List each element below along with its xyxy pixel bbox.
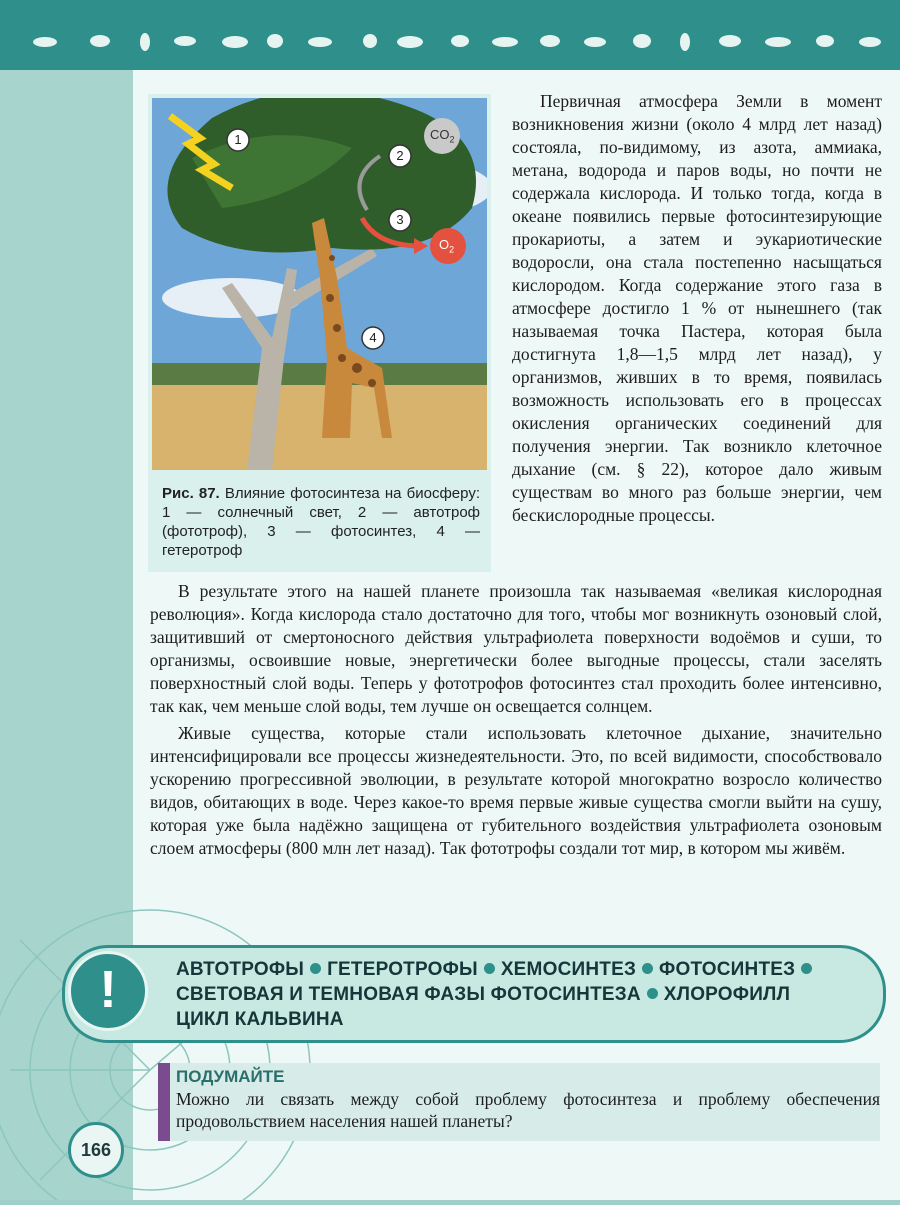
think-accent-bar <box>158 1063 170 1141</box>
term: ФОТОСИНТЕЗ <box>659 959 796 980</box>
bullet-dot <box>642 963 653 974</box>
figure-caption <box>162 484 480 560</box>
term: ГЕТЕРОТРОФЫ <box>327 959 478 980</box>
marker-4: 4 <box>369 330 377 345</box>
think-title: ПОДУМАЙТЕ <box>176 1067 285 1086</box>
bullet-dot <box>647 988 658 999</box>
think-question: Можно ли связать между собой проблему фотосинтеза и проблему обеспечения продовольствием населения нашей планеты? <box>176 1089 880 1131</box>
term: АВТОТРОФЫ <box>176 959 305 980</box>
right-column-text <box>512 90 882 527</box>
exclamation-icon: ! <box>68 951 148 1031</box>
co2-label: $CO_2$ <box>430 127 455 145</box>
term: ХЕМОСИНТЕЗ <box>500 959 637 980</box>
bullet-dot <box>801 963 812 974</box>
o2-label: $O_2$ <box>439 237 455 255</box>
paragraph-1: Первичная атмосфера Земли в момент возникновения жизни (около 4 млрд лет назад) состояла, по-видимому, из азота, аммиака, метана, водорода и паров воды, но почти не содержала кислорода. И только тогда, когда в океане появились первые фотосинтезирующие прокариоты, а затем и эукариотические водоросли, она стала постепенно насыщаться кислородом. Когда содержание этого газа в атмосфере достигло 1 % от нынешнего (так называемая точка Пастера, которая была достигнута 1,8—1,5 млрд лет назад), у организмов, живших в то время, появилась возможность использовать его в процессах окисления органических соединений для получения энергии. Так возникло клеточное дыхание (см. § 22), которое дало живым существам во много раз больше энергии, чем бескислородные процессы. <box>512 91 882 525</box>
giraffe-tree-illustration <box>152 98 487 470</box>
animal-silhouette-strip <box>30 30 890 52</box>
marker-3: 3 <box>396 212 404 227</box>
term: ЦИКЛ КАЛЬВИНА <box>176 1009 344 1030</box>
key-terms-list <box>176 957 876 1032</box>
paragraph-2: В результате этого на нашей планете произошла так называемая «великая кислородная революция». Когда кислорода стало достаточно для того, чтобы мог возникнуть озоновый слой, защитивший от смертоносного действия ультрафиолета поверхности водоёмов и суши, то организмы, освоившие новые, энергетически более выгодные процессы, стали заселять поверхностный слой воды. Теперь у фототрофов фотосинтез стал проходить более интенсивно, так как, чем меньше слой воды, тем лучше он освещается солнцем. <box>150 581 882 716</box>
caption-text: Влияние фотосинтеза на биосферу: 1 — солнечный свет, 2 — автотроф (фототроф), 3 — фотосинтез, 4 — гетеротроф <box>162 485 480 559</box>
paragraph-3: Живые существа, которые стали использовать клеточное дыхание, значительно интенсифицировали все процессы жизнедеятельности. Это, по всей видимости, способствовало ускорению прогрессивной эволюции, в результате которой многократно возросло количество видов, обитающих в воде. Через какое-то время первые живые существа смогли выйти на сушу, которая уже была надёжно защищена от губительного воздействия ультрафиолета озоновым слоем атмосферы (800 млн лет назад). Так фототрофы создали тот мир, в котором мы живём. <box>150 723 882 858</box>
marker-1: 1 <box>234 132 242 147</box>
term: ХЛОРОФИЛЛ <box>663 984 791 1005</box>
bullet-dot <box>484 963 495 974</box>
page-number: 166 <box>68 1122 124 1178</box>
bullet-dot <box>310 963 321 974</box>
caption-label: Рис. 87. <box>162 485 220 502</box>
marker-2: 2 <box>396 148 404 163</box>
full-width-text <box>150 580 882 860</box>
term: СВЕТОВАЯ И ТЕМНОВАЯ ФАЗЫ ФОТОСИНТЕЗА <box>176 984 641 1005</box>
